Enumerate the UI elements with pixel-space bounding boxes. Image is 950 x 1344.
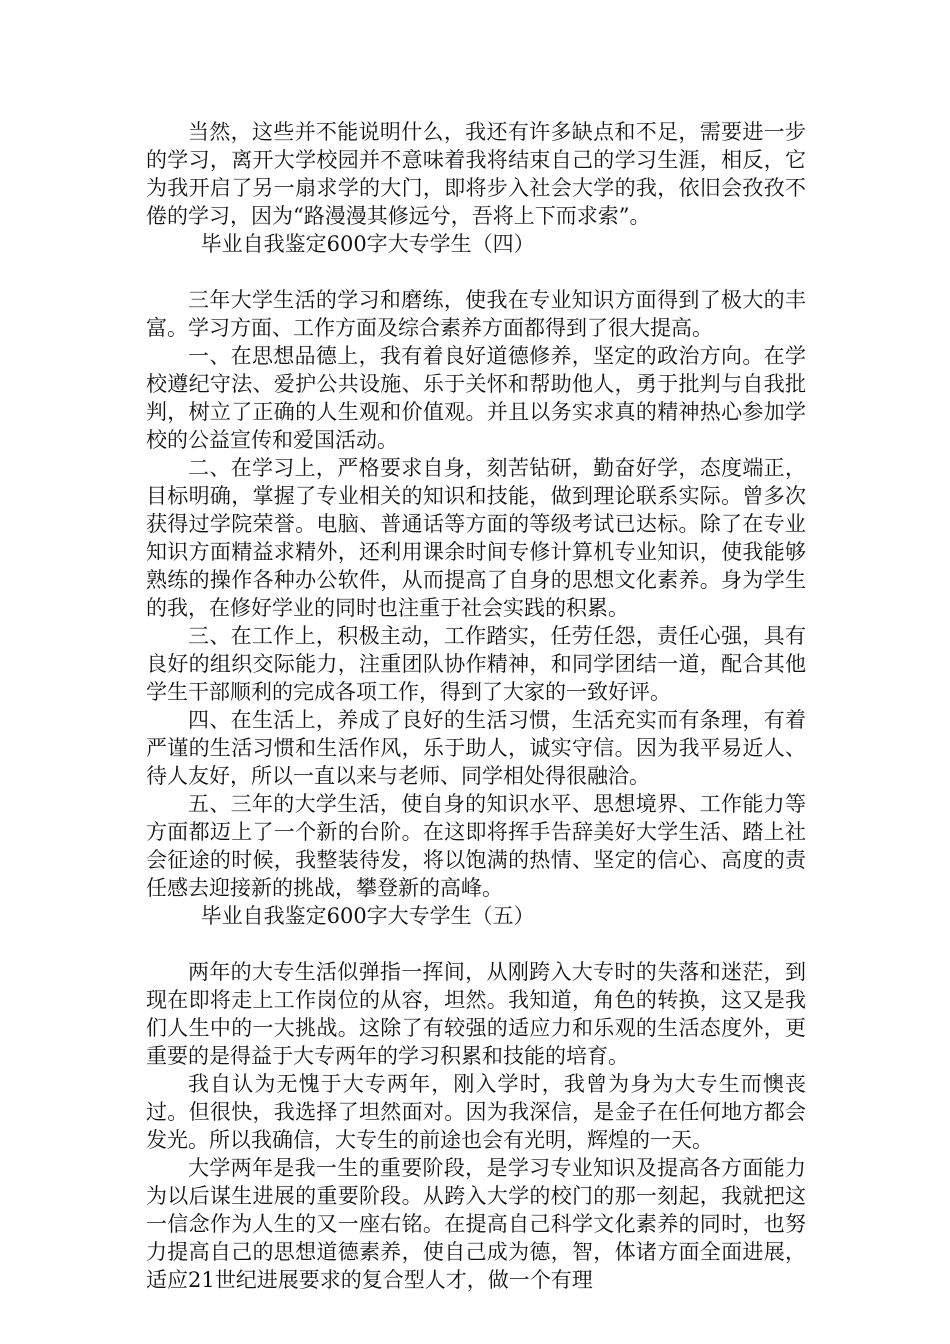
body-paragraph: 三年大学生活的学习和磨练，使我在专业知识方面得到了极大的丰富。学习方面、工作方面及综合素养方面都得到了很大提高。 <box>146 288 806 340</box>
body-paragraph: 四、在生活上，养成了良好的生活习惯，生活充实而有条理，有着严谨的生活习惯和生活作风，乐于助人，诚实守信。因为我平易近人、待人友好，所以一直以来与老师、同学相处得很融洽。 <box>146 708 806 788</box>
body-paragraph: 三、在工作上，积极主动，工作踏实，任劳任怨，责任心强，具有良好的组织交际能力，注重团队协作精神，和同学团结一道，配合其他学生干部顺利的完成各项工作，得到了大家的一致好评。 <box>146 624 806 704</box>
body-paragraph: 我自认为无愧于大专两年，刚入学时，我曾为身为大专生而懊丧过。但很快，我选择了坦然面对。因为我深信，是金子在任何地方都会发光。所以我确信，大专生的前途也会有光明，辉煌的一天。 <box>146 1072 806 1152</box>
section-heading: 毕业自我鉴定600字大专学生（五） <box>200 904 535 928</box>
document-page <box>146 118 806 1294</box>
body-paragraph: 当然，这些并不能说明什么，我还有许多缺点和不足，需要进一步的学习，离开大学校园并不意味着我将结束自己的学习生涯，相反，它为我开启了另一扇求学的大门，即将步入社会大学的我，依旧会孜孜不倦的学习，因为“路漫漫其修远兮，吾将上下而求索”。 <box>146 120 806 228</box>
body-paragraph: 五、三年的大学生活，使自身的知识水平、思想境界、工作能力等方面都迈上了一个新的台阶。在这即将挥手告辞美好大学生活、踏上社会征途的时候，我整装待发，将以饱满的热情、坚定的信心、高度的责任感去迎接新的挑战，攀登新的高峰。 <box>146 792 806 900</box>
section-heading: 毕业自我鉴定600字大专学生（四） <box>200 232 535 256</box>
body-paragraph: 一、在思想品德上，我有着良好道德修养，坚定的政治方向。在学校遵纪守法、爱护公共设施、乐于关怀和帮助他人，勇于批判与自我批判，树立了正确的人生观和价值观。并且以务实求真的精神热心参加学校的公益宣传和爱国活动。 <box>146 344 806 452</box>
body-paragraph: 两年的大专生活似弹指一挥间，从刚跨入大专时的失落和迷茫，到现在即将走上工作岗位的从容，坦然。我知道，角色的转换，这又是我们人生中的一大挑战。这除了有较强的适应力和乐观的生活态度外，更重要的是得益于大专两年的学习积累和技能的培育。 <box>146 960 806 1068</box>
body-paragraph: 大学两年是我一生的重要阶段，是学习专业知识及提高各方面能力为以后谋生进展的重要阶段。从跨入大学的校门的那一刻起，我就把这一信念作为人生的又一座右铭。在提高自己科学文化素养的同时，也努力提高自己的思想道德素养，使自己成为德，智，体诸方面全面进展，适应21世纪进展要求的复合型人才，做一个有理 <box>146 1156 806 1292</box>
body-paragraph: 二、在学习上，严格要求自身，刻苦钻研，勤奋好学，态度端正，目标明确，掌握了专业相关的知识和技能，做到理论联系实际。曾多次获得过学院荣誉。电脑、普通话等方面的等级考试已达标。除了在专业知识方面精益求精外，还利用课余时间专修计算机专业知识，使我能够熟练的操作各种办公软件，从而提高了自身的思想文化素养。身为学生的我，在修好学业的同时也注重于社会实践的积累。 <box>146 456 806 620</box>
